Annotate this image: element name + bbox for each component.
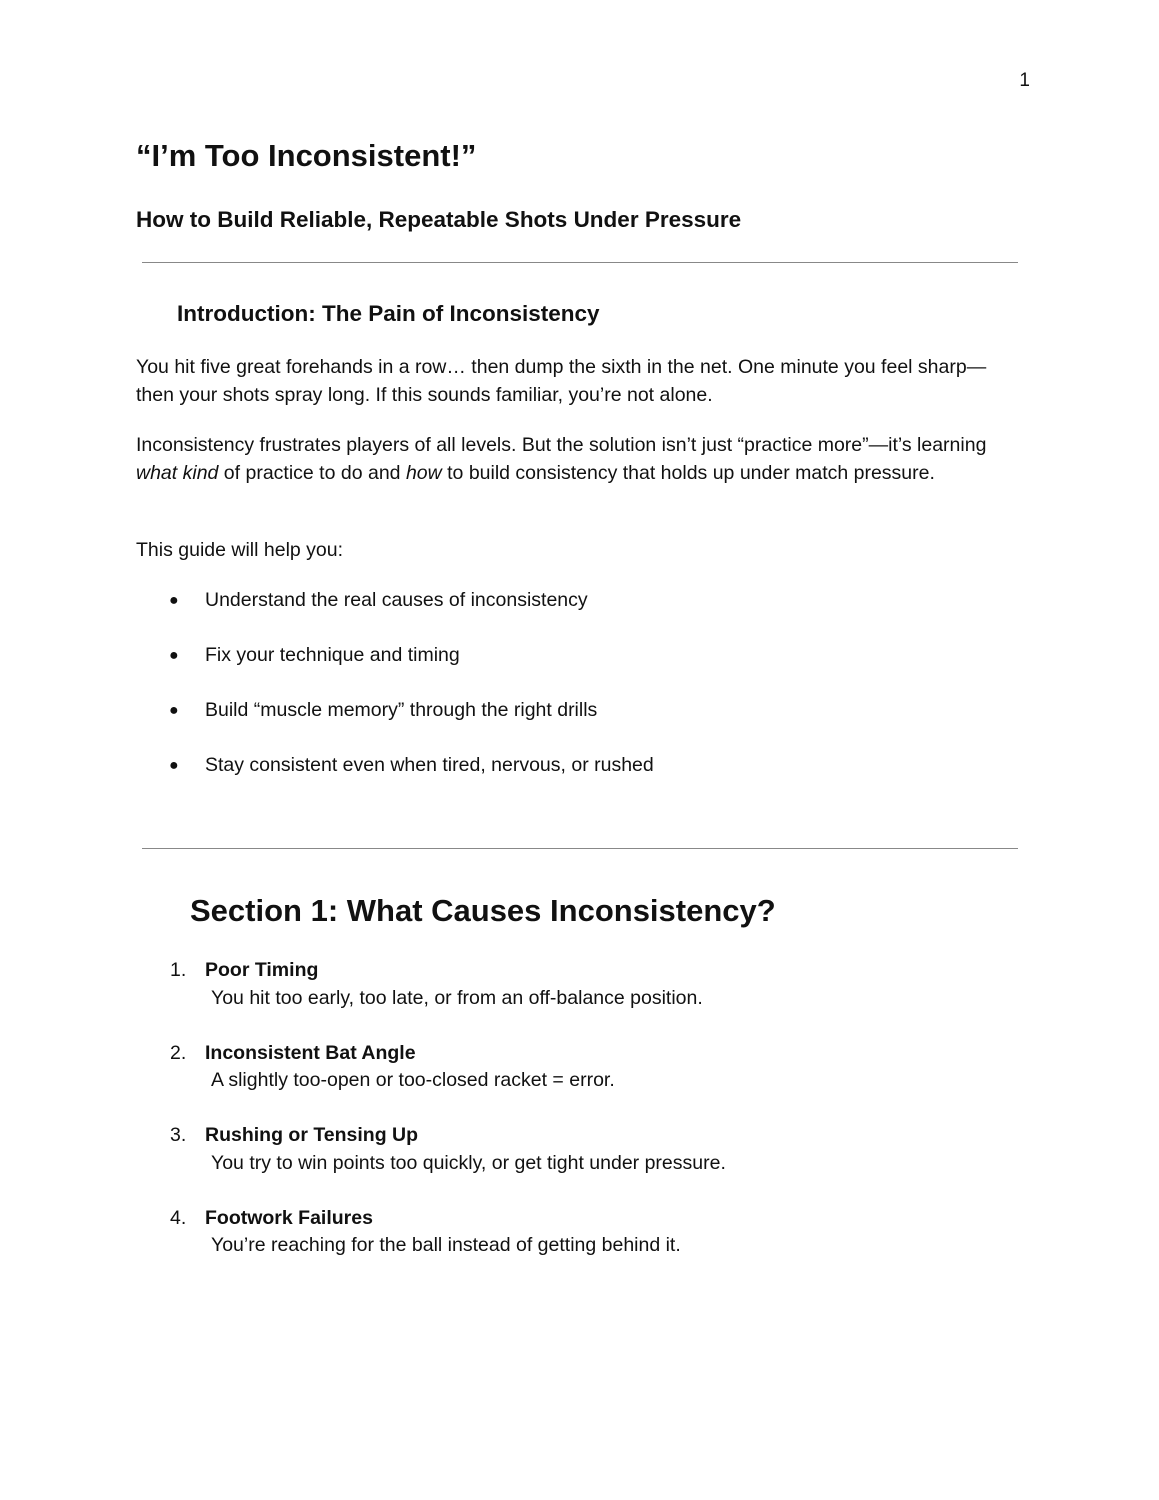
horizontal-divider [142, 262, 1018, 263]
list-item [136, 752, 654, 780]
document-title: “I’m Too Inconsistent!” [136, 138, 477, 173]
list-item-text: Understand the real causes of inconsistency [205, 589, 588, 611]
intro-paragraph-2-text: Inconsistency frustrates players of all levels. But the solution isn’t just “practice more”—it’s learning [136, 434, 987, 456]
list-number: 4. [170, 1206, 187, 1229]
bullet-icon: ● [169, 592, 179, 609]
intro-paragraph-2 [136, 432, 1006, 487]
cause-description: You’re reaching for the ball instead of getting behind it. [211, 1234, 681, 1256]
list-item-text: Stay consistent even when tired, nervous, or rushed [205, 754, 654, 776]
intro-paragraph-2-emphasis: how [405, 461, 442, 484]
document-subtitle: How to Build Reliable, Repeatable Shots Under Pressure [136, 207, 742, 232]
intro-paragraph-2-emphasis: what kind [136, 461, 219, 484]
bullet-icon: ● [169, 757, 179, 774]
causes-numbered-list [136, 957, 726, 1287]
bullet-icon: ● [169, 702, 179, 719]
horizontal-divider [142, 848, 1018, 849]
cause-description: A slightly too-open or too-closed racket = error. [211, 1069, 615, 1091]
bullet-icon: ● [169, 647, 179, 664]
list-item [136, 1205, 726, 1260]
intro-paragraph-3: This guide will help you: [136, 539, 344, 561]
list-item [136, 587, 654, 615]
list-number: 1. [170, 959, 187, 981]
cause-title: Footwork Failures [205, 1206, 373, 1229]
intro-heading: Introduction: The Pain of Inconsistency [177, 301, 600, 326]
list-number: 2. [170, 1041, 187, 1064]
list-item [136, 1122, 726, 1177]
list-number: 3. [170, 1124, 187, 1146]
list-item-text: Fix your technique and timing [205, 644, 460, 666]
list-item [136, 1040, 726, 1095]
cause-description: You hit too early, too late, or from an off-balance position. [211, 986, 703, 1009]
cause-title: Poor Timing [205, 959, 319, 981]
page-number: 1 [1019, 70, 1030, 91]
intro-paragraph-1: You hit five great forehands in a row… then dump the sixth in the net. One minute you feel sharp—then your shots spray long. If this sounds familiar, you’re not alone. [136, 356, 987, 406]
list-item [136, 957, 726, 1012]
list-item [136, 642, 654, 670]
list-item-text: Build “muscle memory” through the right drills [205, 699, 598, 721]
cause-title: Rushing or Tensing Up [205, 1124, 419, 1146]
list-item [136, 697, 654, 725]
cause-title: Inconsistent Bat Angle [205, 1041, 416, 1064]
benefits-bullet-list [136, 587, 654, 807]
section-1-heading: Section 1: What Causes Inconsistency? [190, 893, 776, 928]
intro-paragraph-2-text: to build consistency that holds up under match pressure. [441, 461, 935, 484]
intro-paragraph-2-text: of practice to do and [218, 461, 406, 484]
cause-description: You try to win points too quickly, or get tight under pressure. [211, 1151, 726, 1174]
